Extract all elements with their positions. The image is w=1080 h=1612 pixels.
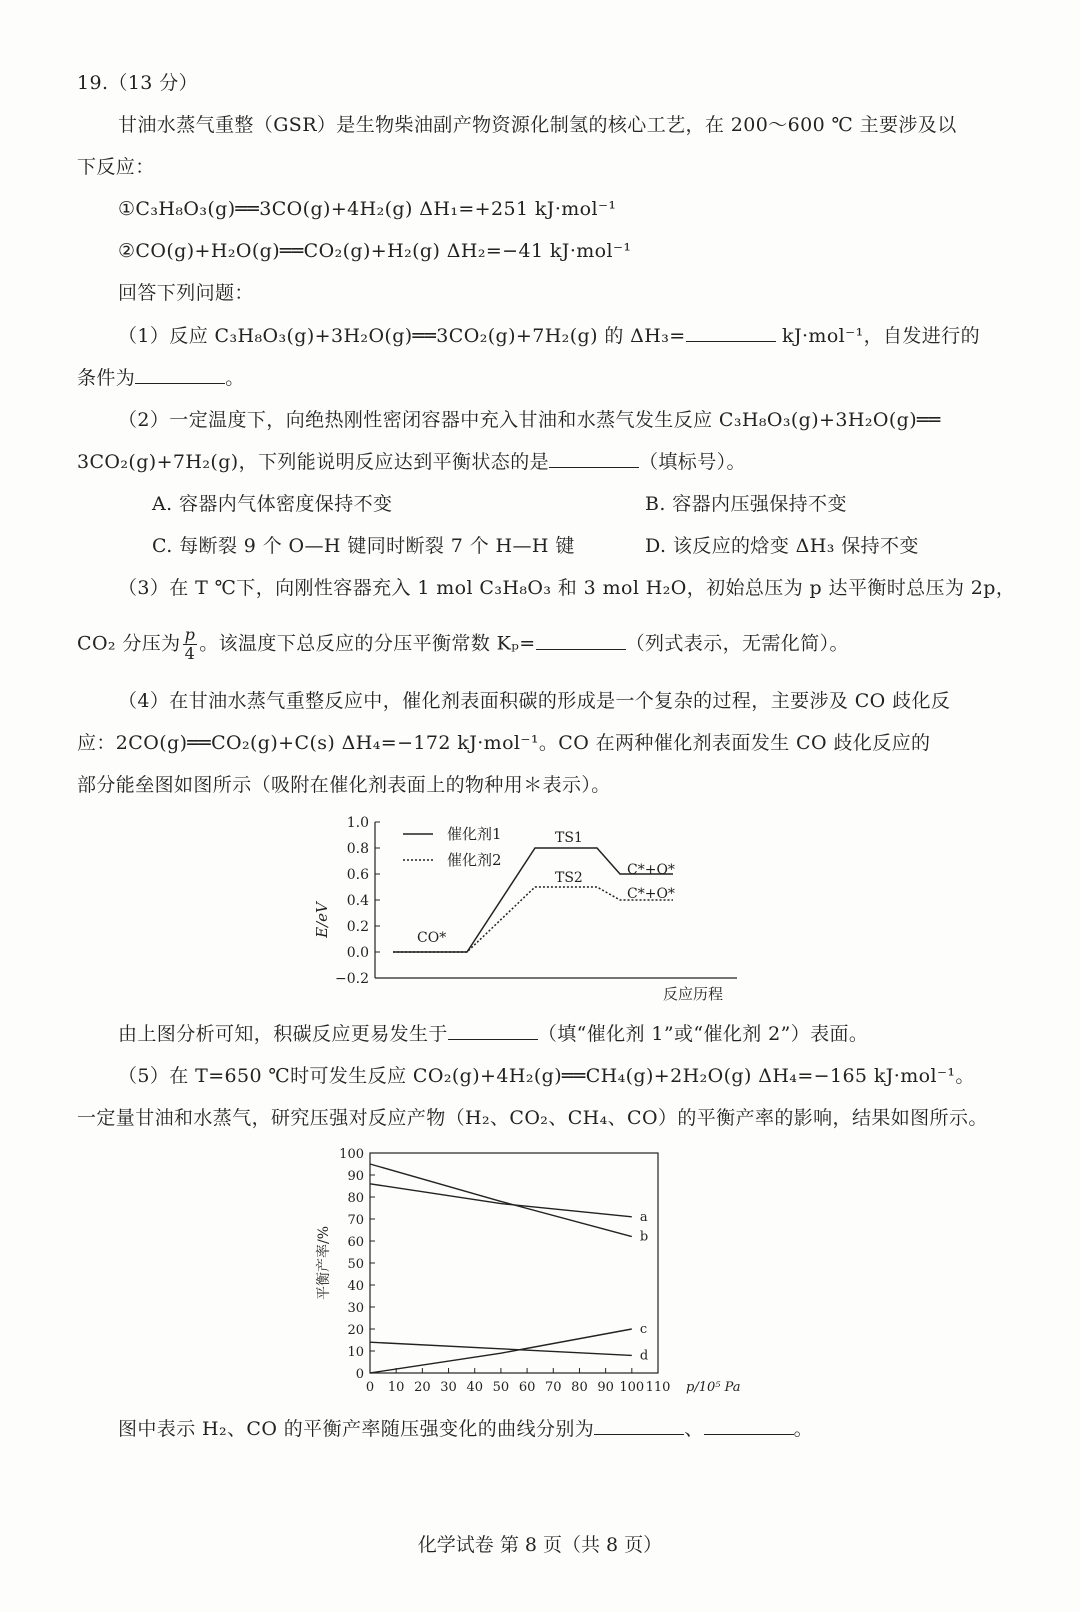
answer-blank-equilibrium[interactable] bbox=[549, 449, 639, 468]
x-tick-label: 50 bbox=[492, 1380, 510, 1395]
y-tick-label: 0.8 bbox=[346, 841, 369, 857]
answer-blank-co[interactable] bbox=[704, 1416, 794, 1435]
y-tick-label: 40 bbox=[347, 1279, 364, 1294]
x-tick-label: 30 bbox=[440, 1380, 457, 1395]
answer-blank-catalyst[interactable] bbox=[448, 1021, 538, 1040]
series-label-a: a bbox=[639, 1209, 648, 1225]
x-tick-label: 60 bbox=[518, 1380, 536, 1395]
y-axis-label: E/eV bbox=[313, 902, 331, 938]
option-a: A. 容器内气体密度保持不变 bbox=[152, 493, 393, 515]
option-d: D. 该反应的焓变 ΔH₃ 保持不变 bbox=[645, 535, 919, 557]
answer-blank-dh3[interactable] bbox=[686, 323, 776, 342]
q2-text-c: （填标号）。 bbox=[639, 451, 746, 473]
y-tick-label: 0.6 bbox=[346, 867, 369, 883]
y-tick-label: 10 bbox=[347, 1345, 364, 1360]
x-tick-label: 70 bbox=[544, 1380, 562, 1395]
q3-text-c: 。该温度下总反应的分压平衡常数 Kₚ= bbox=[199, 632, 536, 655]
question-header: 19.（13 分） bbox=[77, 72, 199, 94]
yield-pressure-chart bbox=[300, 1143, 760, 1403]
q1-text-d: 。 bbox=[225, 367, 245, 389]
y-tick-label: 0 bbox=[355, 1367, 364, 1382]
q5-line-1: （5）在 T=650 ℃时可发生反应 CO₂(g)+4H₂(g)══CH₄(g)+2H₂O(g) ΔH₄=−165 kJ·mol⁻¹。 bbox=[118, 1065, 975, 1087]
plot-frame bbox=[370, 1153, 658, 1373]
series-label-b: b bbox=[639, 1229, 649, 1245]
x-tick-label: 100 bbox=[619, 1380, 645, 1395]
answer-blank-condition[interactable] bbox=[135, 365, 225, 384]
page-footer: 化学试卷 第 8 页（共 8 页） bbox=[417, 1534, 663, 1556]
y-tick-label: 70 bbox=[347, 1213, 364, 1228]
x-tick-label: 40 bbox=[466, 1380, 484, 1395]
q4-line-2: 应：2CO(g)══CO₂(g)+C(s) ΔH₄=−172 kJ·mol⁻¹。CO 在两种催化剂表面发生 CO 歧化反应的 bbox=[77, 732, 931, 754]
intro-line-1: 甘油水蒸气重整（GSR）是生物柴油副产物资源化制氢的核心工艺，在 200～600 ℃ 主要涉及以 bbox=[118, 114, 957, 136]
q1-text-a: （1）反应 C₃H₈O₃(g)+3H₂O(g)══3CO₂(g)+7H₂(g) 的 ΔH₃= bbox=[118, 325, 686, 347]
q4-line-3: 部分能垒图如图所示（吸附在催化剂表面上的物种用＊表示）。 bbox=[77, 774, 611, 796]
y-tick-label: 30 bbox=[347, 1301, 364, 1316]
option-b: B. 容器内压强保持不变 bbox=[645, 493, 847, 515]
q2-line-2 bbox=[77, 449, 746, 475]
y-tick-label: 60 bbox=[347, 1235, 364, 1250]
prompt: 回答下列问题： bbox=[118, 282, 254, 304]
annotation-end-1: C*+O* bbox=[627, 862, 675, 878]
energy-barrier-chart bbox=[305, 812, 765, 1012]
y-tick-label: 50 bbox=[347, 1257, 364, 1272]
q5-after-end: 。 bbox=[793, 1418, 813, 1440]
annotation-end-2: C*+O* bbox=[627, 886, 675, 902]
x-axis-label: p/10⁵ Pa bbox=[686, 1380, 741, 1395]
q3-text-d: （列式表示，无需化简）。 bbox=[625, 632, 849, 655]
x-tick-label: 80 bbox=[571, 1380, 588, 1395]
y-tick-label: −0.2 bbox=[335, 971, 369, 987]
q1-text-c: 条件为 bbox=[77, 367, 136, 389]
q5-after-a: 图中表示 H₂、CO 的平衡产率随压强变化的曲线分别为 bbox=[118, 1418, 595, 1440]
y-tick-label: 0.2 bbox=[346, 919, 369, 935]
q1-line-1 bbox=[118, 323, 980, 349]
series-line-a bbox=[370, 1184, 632, 1217]
q1-text-b: kJ·mol⁻¹，自发进行的 bbox=[775, 325, 980, 347]
y-tick-label: 0.0 bbox=[346, 945, 369, 961]
y-tick-label: 0.4 bbox=[346, 893, 369, 909]
answer-blank-kp[interactable] bbox=[536, 631, 626, 650]
reaction-2: ②CO(g)+H₂O(g)══CO₂(g)+H₂(g) ΔH₂=−41 kJ·mol⁻¹ bbox=[118, 240, 632, 262]
q3-line-1: （3）在 T ℃下，向刚性容器充入 1 mol C₃H₈O₃ 和 3 mol H₂O，初始总压为 p 达平衡时总压为 2p， bbox=[118, 577, 1016, 599]
series-label-d: d bbox=[639, 1348, 649, 1364]
x-tick-label: 10 bbox=[387, 1380, 405, 1395]
x-tick-label: 20 bbox=[414, 1380, 431, 1395]
q5-after-sep: 、 bbox=[684, 1418, 704, 1440]
q4-after-a: 由上图分析可知，积碳反应更易发生于 bbox=[118, 1023, 448, 1045]
answer-blank-h2[interactable] bbox=[594, 1416, 684, 1435]
q3-text-b: CO₂ 分压为 bbox=[77, 632, 181, 655]
legend-label-1: 催化剂1 bbox=[447, 825, 502, 843]
reaction-1: ①C₃H₈O₃(g)══3CO(g)+4H₂(g) ΔH₁=+251 kJ·mol⁻¹ bbox=[118, 198, 617, 220]
q2-line-1: （2）一定温度下，向绝热刚性密闭容器中充入甘油和水蒸气发生反应 C₃H₈O₃(g)+3H₂O(g)══ bbox=[118, 409, 941, 431]
series-label-c: c bbox=[639, 1322, 648, 1337]
series-line-b bbox=[370, 1164, 632, 1237]
q4-after-b: （填“催化剂 1”或“催化剂 2”）表面。 bbox=[537, 1023, 869, 1045]
q3-line-2 bbox=[77, 626, 849, 663]
y-tick-label: 100 bbox=[339, 1147, 364, 1162]
annotation-ts2: TS2 bbox=[555, 870, 583, 886]
annotation-ts1: TS1 bbox=[555, 830, 583, 846]
y-tick-label: 90 bbox=[347, 1169, 364, 1184]
q1-line-2 bbox=[77, 365, 245, 391]
x-tick-label: 90 bbox=[597, 1380, 614, 1395]
p-over-4-fraction: $\frac{p}{4}$ bbox=[184, 625, 196, 663]
series-line-c bbox=[370, 1329, 632, 1373]
q4-answer-line bbox=[118, 1021, 868, 1047]
y-tick-label: 80 bbox=[347, 1191, 364, 1206]
y-tick-label: 20 bbox=[347, 1323, 364, 1338]
intro-line-2: 下反应： bbox=[77, 156, 155, 178]
legend-label-2: 催化剂2 bbox=[447, 851, 502, 869]
y-axis-label: 平衡产率/% bbox=[316, 1225, 332, 1301]
option-c: C. 每断裂 9 个 O—H 键同时断裂 7 个 H—H 键 bbox=[152, 535, 575, 557]
q5-answer-line bbox=[118, 1416, 813, 1442]
y-tick-label: 1.0 bbox=[346, 815, 369, 831]
x-tick-label: 0 bbox=[365, 1380, 375, 1395]
q5-line-2: 一定量甘油和水蒸气，研究压强对反应产物（H₂、CO₂、CH₄、CO）的平衡产率的影响，结果如图所示。 bbox=[77, 1107, 988, 1129]
q4-line-1: （4）在甘油水蒸气重整反应中，催化剂表面积碳的形成是一个复杂的过程，主要涉及 CO 歧化反 bbox=[118, 690, 951, 712]
x-axis-label: 反应历程 bbox=[663, 985, 724, 1003]
annotation-co: CO* bbox=[417, 930, 447, 946]
x-tick-label: 110 bbox=[645, 1380, 671, 1395]
q2-text-b: 3CO₂(g)+7H₂(g)，下列能说明反应达到平衡状态的是 bbox=[77, 451, 549, 473]
